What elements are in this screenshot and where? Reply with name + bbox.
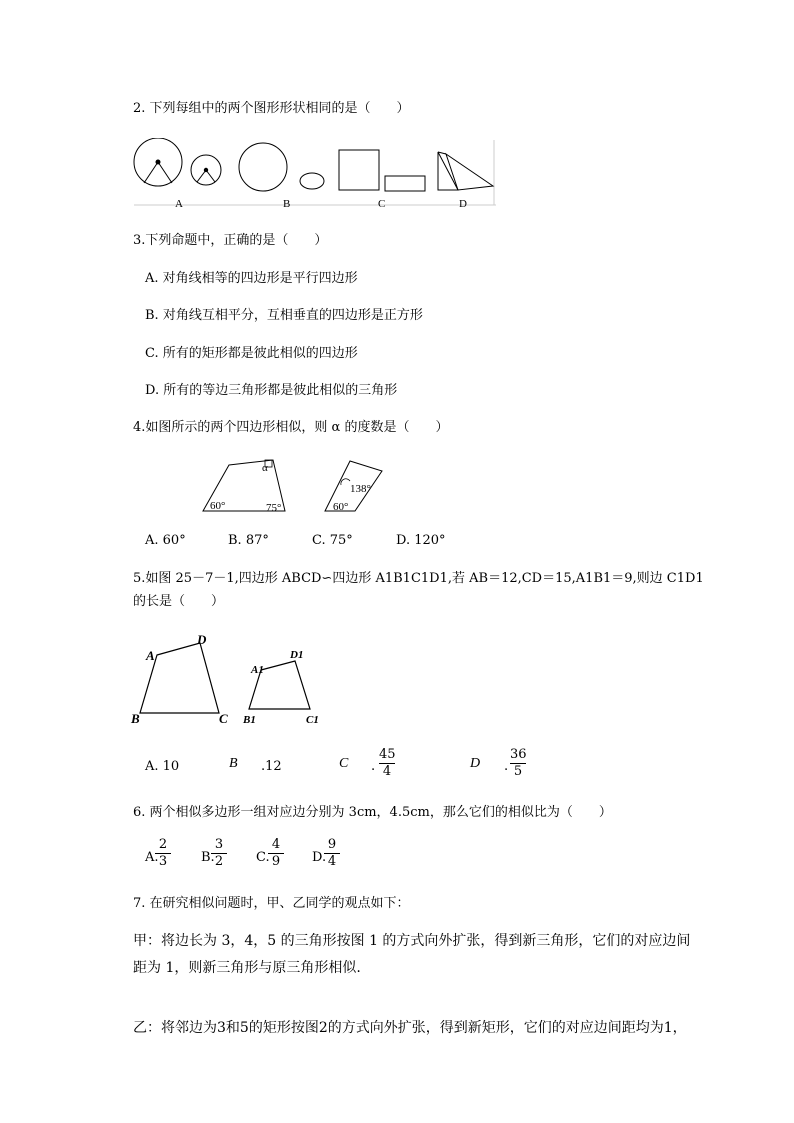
q5-label-b: B (131, 711, 140, 726)
q6-option-a-denominator: 3 (158, 854, 168, 869)
q5-option-d-dot: . (504, 759, 509, 774)
q6-option-d-fraction (324, 838, 340, 869)
q5-label-c1: C1 (306, 714, 319, 726)
q6-stem: 6. 两个相似多边形一组对应边分别为 3cm，4.5cm，那么它们的相似比为（ ） (133, 805, 612, 820)
q6-option-a-numerator: 2 (158, 837, 168, 852)
q5-stem-line2: 的长是（ ） (133, 594, 225, 609)
q6-option-d-letter: D. (312, 850, 327, 865)
q7-jia-line1: 甲：将边长为 3，4，5 的三角形按图 1 的方式向外扩张，得到新三角形，它们的对应边间 (133, 933, 691, 949)
q5-option-d-numerator: 36 (510, 747, 527, 762)
q6-option-c-letter: C. (256, 850, 270, 865)
q5-option-c-numerator: 45 (379, 747, 396, 762)
q4-label-alpha: α (262, 462, 268, 474)
q2-label-c: C (378, 198, 386, 210)
q2-label-d: D (459, 198, 467, 210)
q2-stem: 2. 下列每组中的两个图形形状相同的是（ ） (133, 101, 410, 116)
q6-option-d-numerator: 9 (327, 837, 337, 852)
q5-stem-line1: 5.如图 25－7－1,四边形 ABCD∽四边形 A1B1C1D1,若 AB＝12,CD＝15,A1B1＝9,则边 C1D1 (133, 571, 704, 586)
q5-option-a: A. 10 (145, 759, 180, 774)
q6-option-c-numerator: 4 (271, 837, 281, 852)
q4-option-b: B. 87° (228, 533, 269, 548)
q5-option-d-fraction (510, 748, 526, 779)
q7-yi-line1: 乙：将邻边为3和5的矩形按图2的方式向外扩张，得到新矩形，它们的对应边间距均为1， (133, 1020, 687, 1036)
q5-option-c-fraction (379, 748, 395, 779)
q3-option-a: A. 对角线相等的四边形是平行四边形 (145, 271, 358, 286)
q5-option-c-letter: C (339, 756, 349, 771)
q2-label-b: B (283, 198, 291, 210)
q5-option-c-dot: . (371, 759, 376, 774)
q4-label-138: 138° (350, 483, 371, 495)
q4-option-a: A. 60° (145, 533, 186, 548)
q3-stem: 3.下列命题中，正确的是（ ） (133, 233, 328, 248)
q4-label-75: 75° (266, 502, 282, 514)
q4-label-60a: 60° (210, 500, 226, 512)
q5-label-d: D (197, 632, 207, 647)
q4-stem: 4.如图所示的两个四边形相似，则 α 的度数是（ ） (133, 420, 449, 435)
q7-stem: 7. 在研究相似问题时，甲、乙同学的观点如下： (133, 896, 410, 911)
q6-option-c-fraction (268, 838, 284, 869)
q5-option-c-denominator: 4 (382, 764, 392, 779)
q5-label-a: A (146, 648, 155, 663)
q6-option-b-fraction (211, 838, 227, 869)
q5-label-d1: D1 (290, 649, 304, 661)
q4-label-60b: 60° (333, 501, 349, 513)
q6-option-a-letter: A. (145, 850, 159, 865)
q7-jia-line2: 距为 1，则新三角形与原三角形相似. (133, 960, 361, 976)
q5-label-b1: B1 (243, 714, 256, 726)
q6-option-b-numerator: 3 (214, 837, 224, 852)
q6-option-c-denominator: 9 (271, 854, 281, 869)
q2-label-a: A (175, 198, 183, 210)
q3-option-c: C. 所有的矩形都是彼此相似的四边形 (145, 346, 358, 361)
q6-option-b-letter: B. (201, 850, 215, 865)
q3-option-b: B. 对角线互相平分，互相垂直的四边形是正方形 (145, 308, 423, 323)
q5-option-b-letter: B (229, 756, 238, 771)
q4-option-c: C. 75° (312, 533, 353, 548)
q2-figure (128, 138, 500, 210)
q6-option-b-denominator: 2 (214, 854, 224, 869)
q5-option-d-letter: D (470, 756, 481, 771)
q6-option-d-denominator: 4 (327, 854, 337, 869)
q5-option-b-value: .12 (261, 759, 282, 774)
q5-label-c: C (219, 711, 228, 726)
q6-option-a-fraction (155, 838, 171, 869)
q5-label-a1: A1 (251, 664, 264, 676)
q3-option-d: D. 所有的等边三角形都是彼此相似的三角形 (145, 383, 398, 398)
q5-option-d-denominator: 5 (513, 764, 523, 779)
q4-option-d: D. 120° (396, 533, 446, 548)
